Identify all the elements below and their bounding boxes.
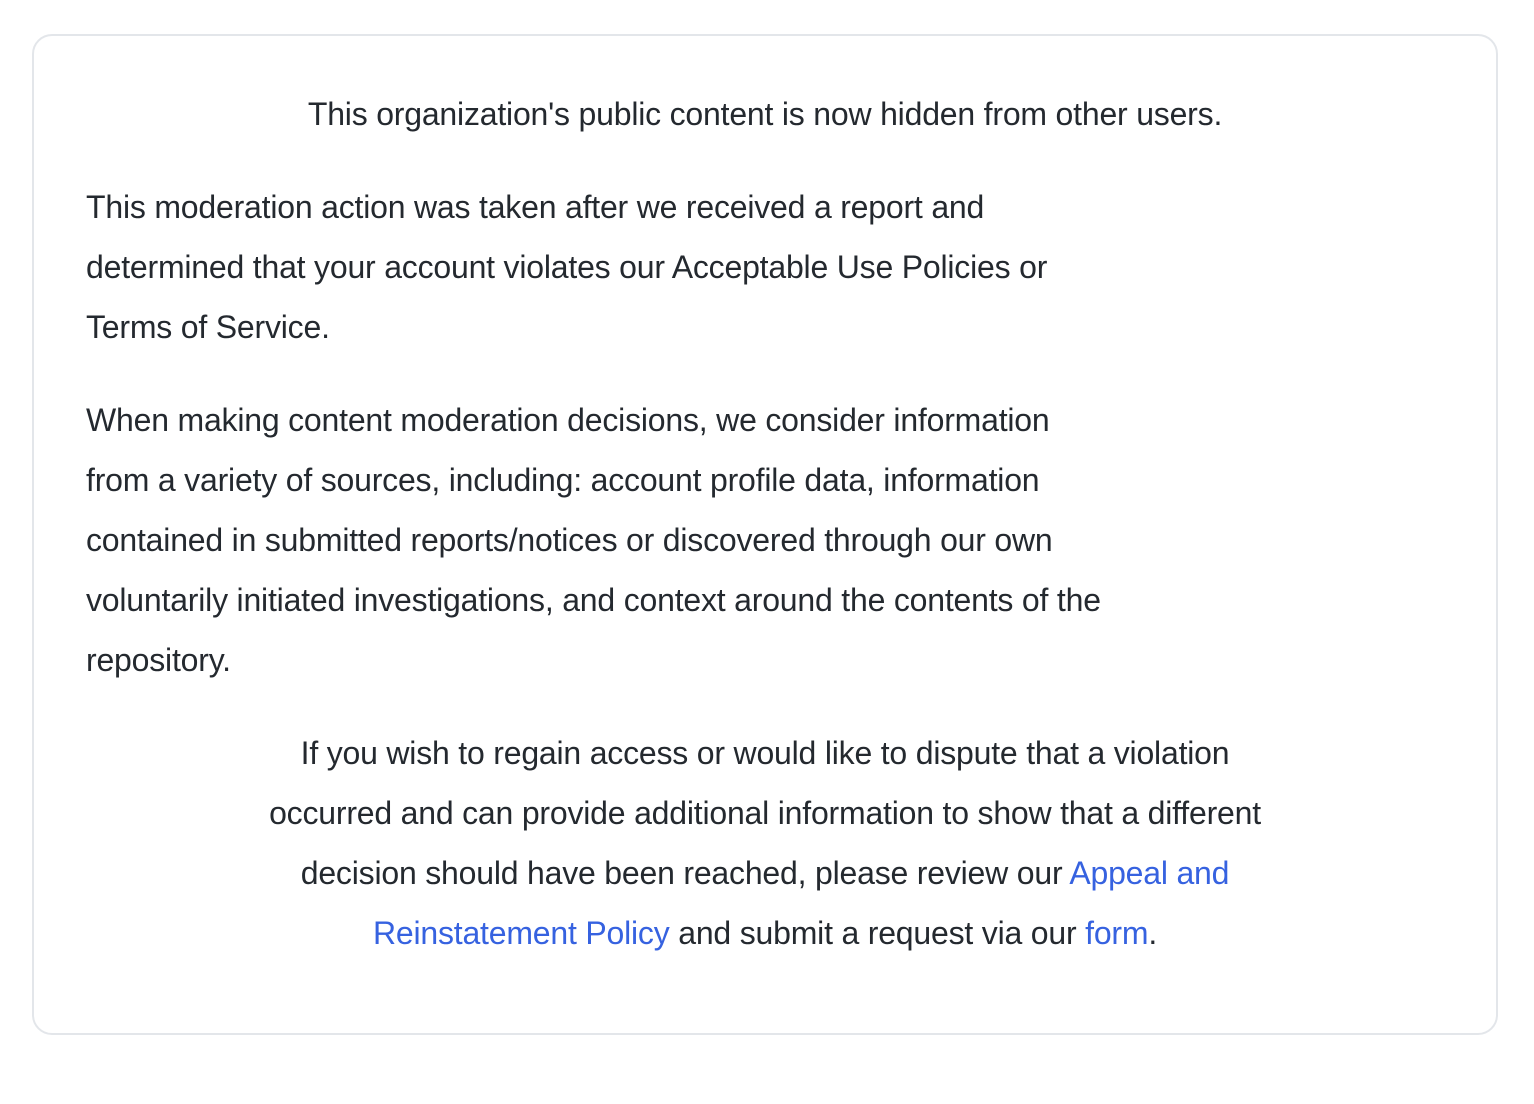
notice-headline — [86, 84, 1444, 144]
moderation-action-paragraph — [86, 177, 1444, 357]
text-segment: and submit a request via our — [669, 915, 1086, 951]
text-segment: determined that your account violates our Acceptable Use Policies or — [86, 249, 1048, 285]
appeal-paragraph — [86, 723, 1444, 963]
notice-paragraphs — [86, 84, 1444, 963]
form-link[interactable]: form — [1085, 915, 1149, 951]
text-segment: repository. — [86, 642, 231, 678]
text-segment: This organization's public content is now hidden from other users. — [307, 96, 1223, 132]
moderation-notice-card — [32, 34, 1498, 1035]
text-segment: Terms of Service. — [86, 309, 330, 345]
text-segment: If you wish to regain access or would like to dispute that a violation — [300, 735, 1230, 771]
text-segment: This moderation action was taken after we received a report and — [86, 189, 985, 225]
page — [0, 34, 1534, 1104]
decision-sources-paragraph — [86, 390, 1444, 690]
text-segment: decision should have been reached, please review our — [300, 855, 1070, 891]
text-segment: . — [1148, 915, 1158, 951]
appeal-and-reinstatement-policy-link[interactable]: Reinstatement Policy — [372, 915, 670, 951]
text-segment: When making content moderation decisions, we consider information — [86, 402, 1050, 438]
appeal-and-reinstatement-policy-link[interactable]: Appeal and — [1069, 855, 1230, 891]
text-segment: voluntarily initiated investigations, and context around the contents of the — [86, 582, 1101, 618]
text-segment: occurred and can provide additional information to show that a different — [269, 795, 1261, 831]
text-segment: contained in submitted reports/notices or discovered through our own — [86, 522, 1053, 558]
text-segment: from a variety of sources, including: account profile data, information — [86, 462, 1040, 498]
